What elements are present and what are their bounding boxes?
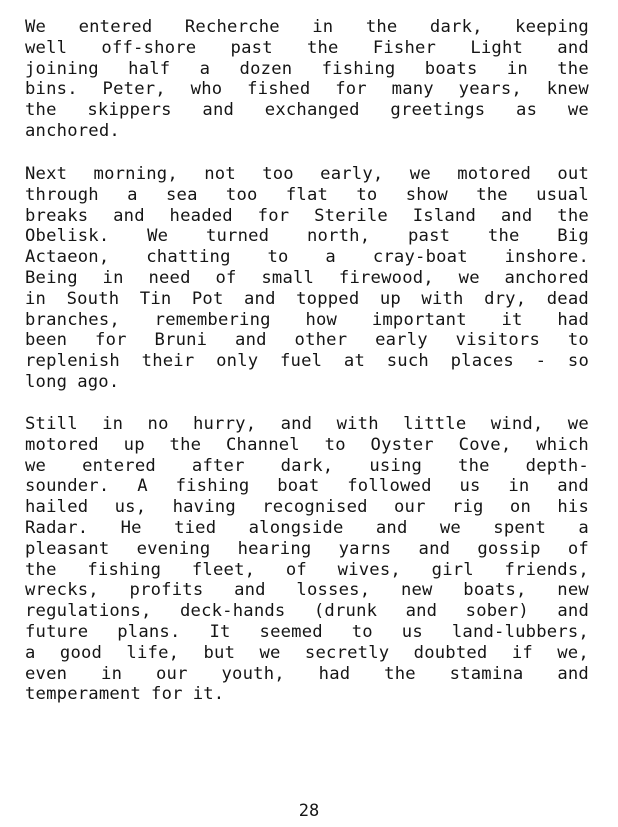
- text-line: future plans. It seemed to us land-lubbers,: [25, 621, 589, 642]
- text-line: replenish their only fuel at such places - so: [25, 351, 589, 372]
- text-line: long ago.: [25, 371, 120, 392]
- text-line: temperament for it.: [25, 684, 225, 705]
- paragraph-oyster-cove: [25, 414, 589, 705]
- text-line: the skippers and exchanged greetings as we: [25, 100, 589, 121]
- text-line: joining half a dozen fishing boats in the: [25, 58, 589, 79]
- text-line: wrecks, profits and losses, new boats, new: [25, 580, 589, 601]
- text-line: Obelisk. We turned north, past the Big: [25, 226, 589, 247]
- text-line: breaks and headed for Sterile Island and the: [25, 205, 589, 226]
- text-line: through a sea too flat to show the usual: [25, 184, 589, 205]
- paragraph-next-morning: [25, 164, 589, 393]
- text-line: Next morning, not too early, we motored out: [25, 164, 589, 184]
- text-line: Radar. He tied alongside and we spent a: [25, 517, 589, 538]
- text-line: even in our youth, had the stamina and: [25, 663, 589, 684]
- text-line: We entered Recherche in the dark, keeping: [25, 17, 589, 37]
- page-number: 28: [298, 801, 320, 821]
- text-line: pleasant evening hearing yarns and gossip of: [25, 538, 589, 559]
- paragraph-recherche: [25, 17, 589, 142]
- text-line: regulations, deck-hands (drunk and sober) and: [25, 601, 589, 622]
- text-line: been for Bruni and other early visitors to: [25, 330, 589, 351]
- text-line: anchored.: [25, 120, 120, 141]
- text-line: motored up the Channel to Oyster Cove, which: [25, 434, 589, 455]
- text-line: Actaeon, chatting to a cray-boat inshore.: [25, 247, 589, 268]
- text-line: hailed us, having recognised our rig on his: [25, 497, 589, 518]
- text-line: in South Tin Pot and topped up with dry, dead: [25, 288, 589, 309]
- text-line: bins. Peter, who fished for many years, knew: [25, 79, 589, 100]
- text-line: a good life, but we secretly doubted if we,: [25, 642, 589, 663]
- text-line: we entered after dark, using the depth-: [25, 455, 589, 476]
- text-line: Being in need of small firewood, we anchored: [25, 267, 589, 288]
- text-line: the fishing fleet, of wives, girl friends,: [25, 559, 589, 580]
- text-line: well off-shore past the Fisher Light and: [25, 37, 589, 58]
- text-line: sounder. A fishing boat followed us in and: [25, 476, 589, 497]
- text-line: Still in no hurry, and with little wind, we: [25, 414, 589, 434]
- text-line: branches, remembering how important it had: [25, 309, 589, 330]
